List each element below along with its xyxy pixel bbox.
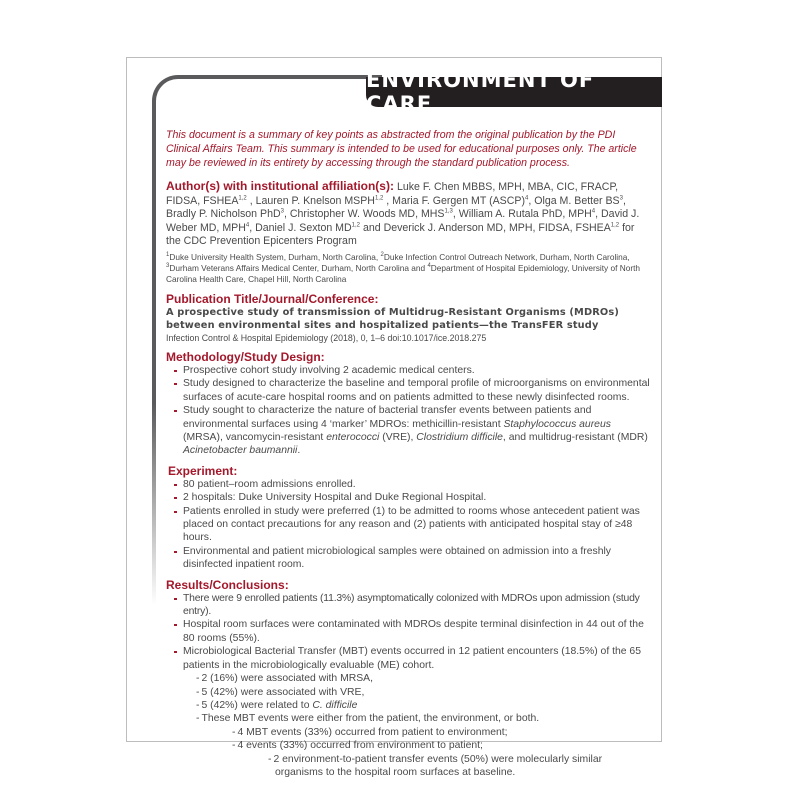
list-item: Study sought to characterize the nature of bacterial transfer events between patients and environmental surfaces using 4 ‘marker’ MDROs: methicillin-resistant Staphylococcus aureus (MRSA), vancomycin-resistant enterococci (VRE), Clostridium difficile, and multidrug-resistant (MDR) Acinetobacter baumannii.	[174, 404, 651, 458]
banner-title: ENVIRONMENT OF CARE	[366, 68, 595, 116]
list-item: Patients enrolled in study were preferred (1) to be admitted to rooms whose antecedent patient was placed on contact precautions for any reason and (2) patients with anticipated hospital stay of ≥48 hours.	[174, 505, 651, 545]
sub-item-level2: - 4 events (33%) occurred from environment to patient;	[232, 740, 483, 752]
author: Luke F. Chen MBBS, MPH, MBA, CIC, FRACP, FIDSA, FSHEA$^{1,2}$ ,	[166, 181, 619, 207]
sub-item: - These MBT events were either from the patient, the environment, or both.	[196, 713, 540, 725]
authors-block	[166, 179, 651, 249]
section-banner	[366, 68, 662, 116]
author: Lauren P. Knelson MSPH$^{1,2}$ ,	[255, 194, 393, 207]
publication-title: A prospective study of transmission of Multidrug-Resistant Organisms (MDROs) between environmental sites and hospitalized patients—the TransFER study	[166, 306, 620, 331]
list-item: Hospital room surfaces were contaminated with MDROs despite terminal disinfection in 44 out of the 80 rooms (55%).	[174, 618, 651, 645]
sub-item-level2: - 4 MBT events (33%) occurred from patient to environment;	[232, 726, 508, 738]
list-item: Prospective cohort study involving 2 academic medical centers.	[174, 364, 651, 377]
sub-item-level3: - 2 environment-to-patient transfer events (50%) were molecularly similar	[268, 753, 603, 765]
frame-corner	[152, 75, 382, 135]
frame-top-line	[200, 75, 380, 79]
author: Christopher W. Woods MD, MHS$^{1,3}$,	[289, 208, 459, 221]
author: David J. Weber MD, MPH$^4$,	[166, 208, 640, 234]
sub-item-level3-continued: organisms to the hospital room surfaces at baseline.	[275, 766, 516, 778]
frame-left-line	[152, 125, 156, 605]
experiment-heading: Experiment:	[168, 463, 238, 478]
methodology-list	[174, 364, 651, 458]
list-item: 2 hospitals: Duke University Hospital and Duke Regional Hospital.	[174, 491, 651, 504]
author: Olga M. Better $BS^3$,	[534, 194, 626, 207]
list-item: 80 patient–room admissions enrolled.	[174, 478, 651, 491]
sub-item: - 5 (42%) were related to C. difficile	[196, 699, 358, 711]
results-heading: Results/Conclusions:	[166, 577, 289, 592]
author: Deverick J. Anderson MD, MPH, FIDSA, FSHEA$^{1,2}$ for the CDC Prevention Epicenters Program	[166, 221, 635, 248]
author: Bradly P. Nicholson PhD$^3$,	[166, 208, 290, 221]
author: Daniel J. Sexton MD$^{1,2}$ and	[255, 221, 384, 234]
sub-item: - 2 (16%) were associated with MRSA,	[196, 673, 373, 685]
list-item: Study designed to characterize the baseline and temporal profile of microorganisms on environmental surfaces of acute-care hospital rooms and on patients admitted to these newly disinfected rooms.	[174, 377, 651, 404]
publication-citation: Infection Control & Hospital Epidemiology (2018), 0, 1–6 doi:10.1017/ice.2018.275	[166, 332, 487, 343]
document-content	[166, 128, 651, 779]
publication-heading: Publication Title/Journal/Conference:	[166, 291, 379, 306]
disclaimer: This document is a summary of key points as abstracted from the original publication by the PDI Clinical Affairs Team. This summary is intended to be used for educational purposes only. The article may be reviewed in its entirety by accessing through the standard publication process.	[166, 129, 637, 169]
authors-heading: Author(s) with institutional affiliation(s):	[166, 179, 394, 193]
list-item: Microbiological Bacterial Transfer (MBT) events occurred in 12 patient encounters (18.5%) of the 65 patients in the microbiologically evaluable (ME) cohort.	[174, 645, 651, 672]
results-list	[174, 592, 651, 672]
affiliations: $^1$Duke University Health System, Durham, North Carolina, $^2$Duke Infection Control Outreach Network, Durham, North Carolina, $^3$Durham Veterans Affairs Medical Center, Durham, North Carolina and $^4$Department of Hospital Epidemiology, University of North Carolina Health Care, Chapel Hill, North Carolina	[166, 251, 640, 284]
list-item: Environmental and patient microbiological samples were obtained on admission into a freshly disinfected inpatient room.	[174, 545, 651, 572]
sub-item: - 5 (42%) were associated with VRE,	[196, 686, 365, 698]
author: Maria F. Gergen MT (ASCP)$^4$,	[392, 194, 535, 207]
author: William A. Rutala PhD, MPH$^4$,	[458, 208, 602, 221]
list-item: There were 9 enrolled patients (11.3%) asymptomatically colonized with MDROs upon admission (study entry).	[174, 592, 651, 619]
methodology-heading: Methodology/Study Design:	[166, 349, 325, 364]
experiment-list	[174, 478, 651, 572]
